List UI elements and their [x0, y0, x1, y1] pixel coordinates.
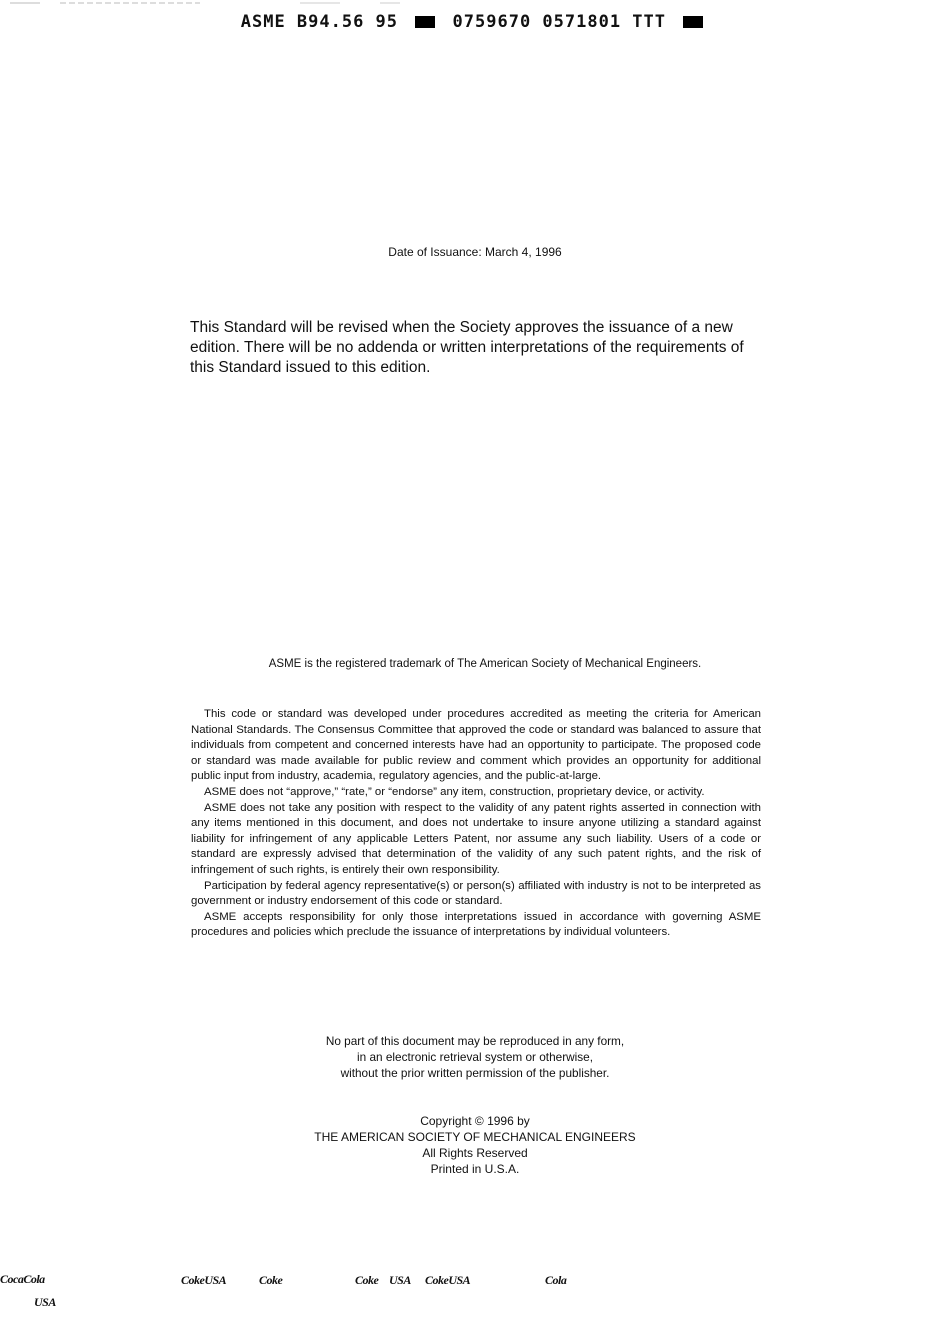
copyright-line: Copyright © 1996 by	[420, 1114, 530, 1128]
notice-paragraph: ASME does not take any position with respect to the validity of any patent rights asserted in connection with any items mentioned in this document, and does not undertake to insure anyone utilizing a standard against liability for infringement of any applicable Letters Patent, nor assume any such liability. Users of a code or standard are expressly advised that determination of the validity of any such patent rights, and the risk of infringement of such rights, is entirely their own responsibility.	[191, 801, 761, 876]
footer-stamp: USA	[34, 1295, 56, 1309]
catalog-numbers: 0759670 0571801 TTT	[452, 12, 666, 32]
reproduction-line: No part of this document may be reproduced in any form,	[325, 1034, 625, 1048]
footer-stamp: Coke	[259, 1273, 283, 1287]
footer-stamp: CokeUSA	[181, 1273, 227, 1287]
document-code-header	[0, 12, 950, 32]
footer-stamp: Coke	[355, 1273, 379, 1287]
footer-stamp: Cola	[545, 1273, 567, 1287]
notice-paragraph: ASME does not “approve,” “rate,” or “endorse” any item, construction, proprietary device, or activity.	[204, 785, 705, 798]
reproduction-line: without the prior written permission of the publisher.	[340, 1066, 610, 1080]
rights-reserved: All Rights Reserved	[422, 1146, 528, 1160]
redaction-block-icon	[415, 16, 435, 28]
footer-stamp: USA	[389, 1273, 411, 1287]
redaction-block-icon	[683, 16, 703, 28]
footer-stamp: CokeUSA	[425, 1273, 471, 1287]
notice-paragraph: This code or standard was developed under procedures accredited as meeting the criteria for American National Standards. The Consensus Committee that approved the code or standard was balanced to assure that individuals from competent and concerned interests have had an opportunity to participate. The proposed code or standard was made available for public review and comment which provides an opportunity for additional public input from industry, academia, regulatory agencies, and the public-at-large.	[191, 708, 761, 783]
footer-stamp: CocaCola	[0, 1272, 45, 1286]
date-of-issuance: Date of Issuance: March 4, 1996	[388, 245, 562, 259]
notice-paragraph: Participation by federal agency representative(s) or person(s) affiliated with industry is not to be interpreted as government or industry endorsement of this code or standard.	[191, 879, 761, 908]
standard-code: ASME B94.56 95	[240, 12, 399, 32]
revision-statement: This Standard will be revised when the Society approves the issuance of a new edition. There will be no addenda or written interpretations of the requirements of this Standard issued to this edition.	[190, 319, 744, 376]
reproduction-notice	[0, 1033, 950, 1081]
printed-in: Printed in U.S.A.	[430, 1162, 520, 1176]
trademark-statement: ASME is the registered trademark of The American Society of Mechanical Engineers.	[268, 658, 702, 670]
scan-artifact-lines	[10, 2, 400, 5]
legal-notice	[191, 707, 761, 941]
reproduction-line: in an electronic retrieval system or otherwise,	[356, 1050, 594, 1064]
notice-paragraph: ASME accepts responsibility for only those interpretations issued in accordance with governing ASME procedures and policies which preclude the issuance of interpretations by individual volunteers.	[191, 910, 761, 939]
publisher-name: THE AMERICAN SOCIETY OF MECHANICAL ENGINEERS	[314, 1130, 636, 1144]
copyright-block	[0, 1113, 950, 1177]
